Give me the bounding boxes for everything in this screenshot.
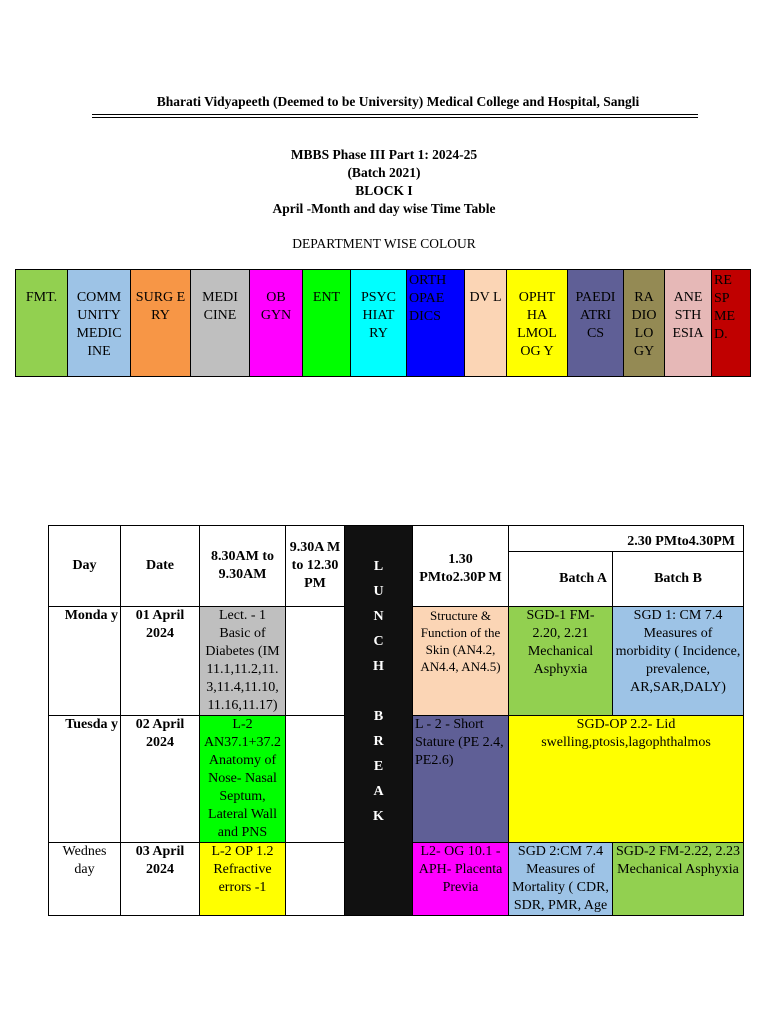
header-day: Day <box>49 526 121 607</box>
slot3-cell: Structure & Function of the Skin (AN4.2, AN4.4, AN4.5) <box>413 607 509 716</box>
legend-orthopaedics: ORTH OPAE DICS <box>406 269 465 377</box>
day-cell: Tuesda y <box>49 716 121 843</box>
header-date: Date <box>121 526 200 607</box>
lunch-letter: B <box>373 709 384 724</box>
legend-obgyn: OB GYN <box>249 269 303 377</box>
lunch-letter: C <box>373 634 384 649</box>
legend-psychiatry: PSYC HIAT RY <box>350 269 407 377</box>
header-slot-2: 9.30A M to 12.30 PM <box>286 526 345 607</box>
lunch-letter: N <box>373 609 384 624</box>
timetable <box>48 525 744 916</box>
department-colour-heading: DEPARTMENT WISE COLOUR <box>292 236 476 251</box>
legend-dvl: DV L <box>464 269 507 377</box>
lunch-letter: L <box>373 559 384 574</box>
merged-batch-cell: SGD-OP 2.2- Lid swelling,ptosis,lagophthalmos <box>509 716 744 843</box>
header-rule-double <box>92 117 698 118</box>
header-slot-4: 2.30 PMto4.30PM <box>509 526 744 552</box>
college-name: Bharati Vidyapeeth (Deemed to be University) Medical College and Hospital, Sangli <box>156 94 640 109</box>
batch-a-cell: SGD-1 FM- 2.20, 2.21 Mechanical Asphyxia <box>509 607 613 716</box>
header-batch-a: Batch A <box>509 552 613 607</box>
day-cell: Monda y <box>49 607 121 716</box>
date-cell: 03 April 2024 <box>121 843 200 916</box>
batch-line: (Batch 2021) <box>347 165 421 180</box>
day-cell: Wednes day <box>49 843 121 916</box>
slot1-cell: Lect. - 1 Basic of Diabetes (IM 11.1,11.2,11. 3,11.4,11.10, 11.16,11.17) <box>200 607 286 716</box>
batch-b-cell: SGD 1: CM 7.4 Measures of morbidity ( Incidence, prevalence, AR,SAR,DALY) <box>613 607 744 716</box>
program-title: MBBS Phase III Part 1: 2024-25 <box>290 147 478 162</box>
header-slot-1: 8.30AM to 9.30AM <box>200 526 286 607</box>
lunch-letter: R <box>373 734 384 749</box>
slot3-cell: L - 2 - Short Stature (PE 2.4, PE2.6) <box>413 716 509 843</box>
slot2-cell <box>286 843 345 916</box>
legend-medicine: MEDI CINE <box>190 269 250 377</box>
legend-surgery: SURG E RY <box>130 269 191 377</box>
header-batch-b: Batch B <box>613 552 744 607</box>
lunch-break-column <box>345 526 413 916</box>
lunch-letter: K <box>373 809 384 824</box>
lunch-gap <box>347 679 410 704</box>
lunch-letter: U <box>373 584 384 599</box>
slot1-cell: L-2 OP 1.2 Refractive errors -1 <box>200 843 286 916</box>
slot3-cell: L2- OG 10.1 - APH- Placenta Previa <box>413 843 509 916</box>
date-cell: 01 April 2024 <box>121 607 200 716</box>
batch-a-cell: SGD 2:CM 7.4 Measures of Mortality ( CDR, SDR, PMR, Age <box>509 843 613 916</box>
header-rule <box>92 114 698 115</box>
timetable-title: April -Month and day wise Time Table <box>272 201 496 216</box>
legend-ophthalmology: OPHT HA LMOL OG Y <box>506 269 568 377</box>
date-cell: 02 April 2024 <box>121 716 200 843</box>
lunch-letter: E <box>373 759 384 774</box>
legend-radiology: RA DIO LO GY <box>623 269 665 377</box>
legend-community-medicine: COMM UNITY MEDIC INE <box>67 269 131 377</box>
legend-paediatrics: PAEDI ATRI CS <box>567 269 624 377</box>
slot2-cell <box>286 716 345 843</box>
department-colour-legend <box>15 269 750 377</box>
slot1-cell: L-2 AN37.1+37.2 Anatomy of Nose- Nasal Septum, Lateral Wall and PNS <box>200 716 286 843</box>
lunch-letter: A <box>373 784 384 799</box>
legend-resp-med: RE SP ME D. <box>711 269 751 377</box>
slot2-cell <box>286 607 345 716</box>
legend-ent: ENT <box>302 269 351 377</box>
legend-anesthesia: ANE STH ESIA <box>664 269 712 377</box>
lunch-letter: H <box>373 659 384 674</box>
batch-b-cell: SGD-2 FM-2.22, 2.23 Mechanical Asphyxia <box>613 843 744 916</box>
legend-fmt: FMT. <box>15 269 68 377</box>
block-line: BLOCK I <box>355 183 413 198</box>
header-slot-3: 1.30 PMto2.30P M <box>413 526 509 607</box>
